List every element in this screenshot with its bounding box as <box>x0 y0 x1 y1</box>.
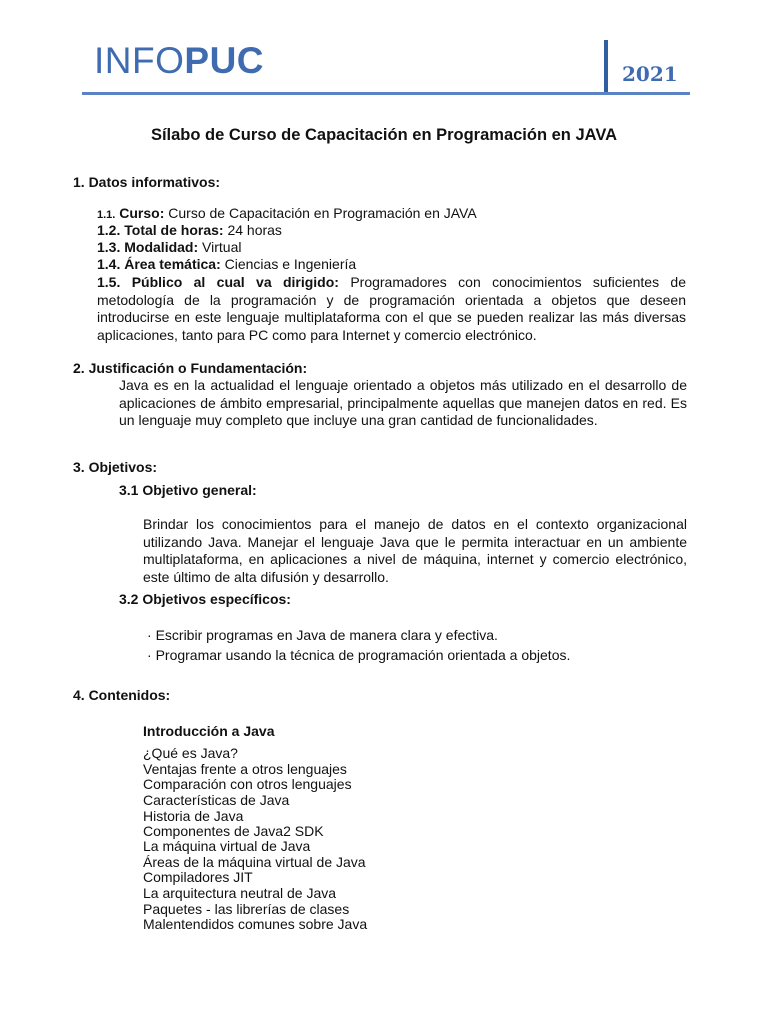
item-value: Programadores con conocimientos suficientes de metodología de la programación y de programación orientada a objetos que deseen introducirse en este lenguaje multiplataforma con el que se pueden realizar las más diversas aplicaciones, tanto para PC como para Internet y comercio electrónico. <box>97 274 687 343</box>
contents-item: Paquetes - las librerías de clases <box>143 901 350 917</box>
section1-heading: 1. Datos informativos: <box>73 174 221 190</box>
section4-heading: 4. Contenidos: <box>73 687 171 703</box>
bullet-icon: · <box>147 647 156 663</box>
contents-item: Malentendidos comunes sobre Java <box>143 916 368 932</box>
contents-item: Comparación con otros lenguajes <box>143 776 352 792</box>
contents-subheading: Introducción a Java <box>143 723 275 739</box>
item-label: Público al cual va dirigido: <box>131 274 339 290</box>
item-number: 1.5. <box>97 274 121 290</box>
logo-light-text: INFO <box>94 40 185 81</box>
info-item-hours <box>97 222 282 239</box>
header-vertical-divider <box>604 40 608 92</box>
item-label: Modalidad: <box>124 239 199 255</box>
info-item-area <box>97 256 356 273</box>
item-label: Total de horas: <box>124 222 224 238</box>
general-objective-text: Brindar los conocimientos para el manejo de datos en el contexto organizacional utilizando Java. Manejar el lenguaje Java que le permita interactuar en un ambiente multiplataforma, en aplicaciones a nivel de máquina, internet y comercio electrónico, este último de alta difusión y desarrollo. <box>143 516 687 585</box>
section2-heading: 2. Justificación o Fundamentación: <box>73 360 308 376</box>
contents-item: La arquitectura neutral de Java <box>143 885 337 901</box>
document-title: Sílabo de Curso de Capacitación en Programación en JAVA <box>150 126 618 144</box>
item-number: 1.2. <box>97 222 121 238</box>
item-number: 1.4. <box>97 256 121 272</box>
contents-item: Características de Java <box>143 792 290 808</box>
contents-item: Compiladores JIT <box>143 869 253 885</box>
section3-heading: 3. Objetivos: <box>73 459 158 475</box>
header-rule <box>82 92 690 95</box>
specific-objective-item: · Escribir programas en Java de manera clara y efectiva. <box>147 627 498 643</box>
contents-item: Componentes de Java2 SDK <box>143 823 324 839</box>
item-label: Curso: <box>119 205 165 221</box>
specific-objective-item: · Programar usando la técnica de programación orientada a objetos. <box>147 647 571 663</box>
info-item-audience <box>97 274 686 344</box>
item-value: Curso de Capacitación en Programación en JAVA <box>168 205 477 221</box>
contents-item: Ventajas frente a otros lenguajes <box>143 761 347 777</box>
item-number: 1.3. <box>97 239 121 255</box>
specific-objectives-heading: 3.2 Objetivos específicos: <box>119 591 291 607</box>
info-item-modality <box>97 239 241 256</box>
item-value: 24 horas <box>227 222 282 238</box>
infopuc-logo <box>94 42 264 79</box>
justification-text: Java es en la actualidad el lenguaje orientado a objetos más utilizado en el desarrollo de aplicaciones de ámbito empresarial, principalmente aquellas que manejen datos en red. Es un lenguaje muy completo que incluye una gran cantidad de funcionalidades. <box>119 377 687 428</box>
item-number: 1.1. <box>97 209 116 221</box>
item-value: Virtual <box>202 239 242 255</box>
contents-item: Historia de Java <box>143 808 244 824</box>
contents-item: ¿Qué es Java? <box>143 745 238 761</box>
contents-item: Áreas de la máquina virtual de Java <box>143 854 366 870</box>
general-objective-heading: 3.1 Objetivo general: <box>119 482 257 498</box>
bullet-icon: · <box>147 627 156 643</box>
logo-bold-text: PUC <box>184 40 265 81</box>
item-label: Área temática: <box>124 256 221 272</box>
contents-item: La máquina virtual de Java <box>143 838 311 854</box>
item-value: Ciencias e Ingeniería <box>224 256 357 272</box>
header-year: 2021 <box>622 62 678 86</box>
